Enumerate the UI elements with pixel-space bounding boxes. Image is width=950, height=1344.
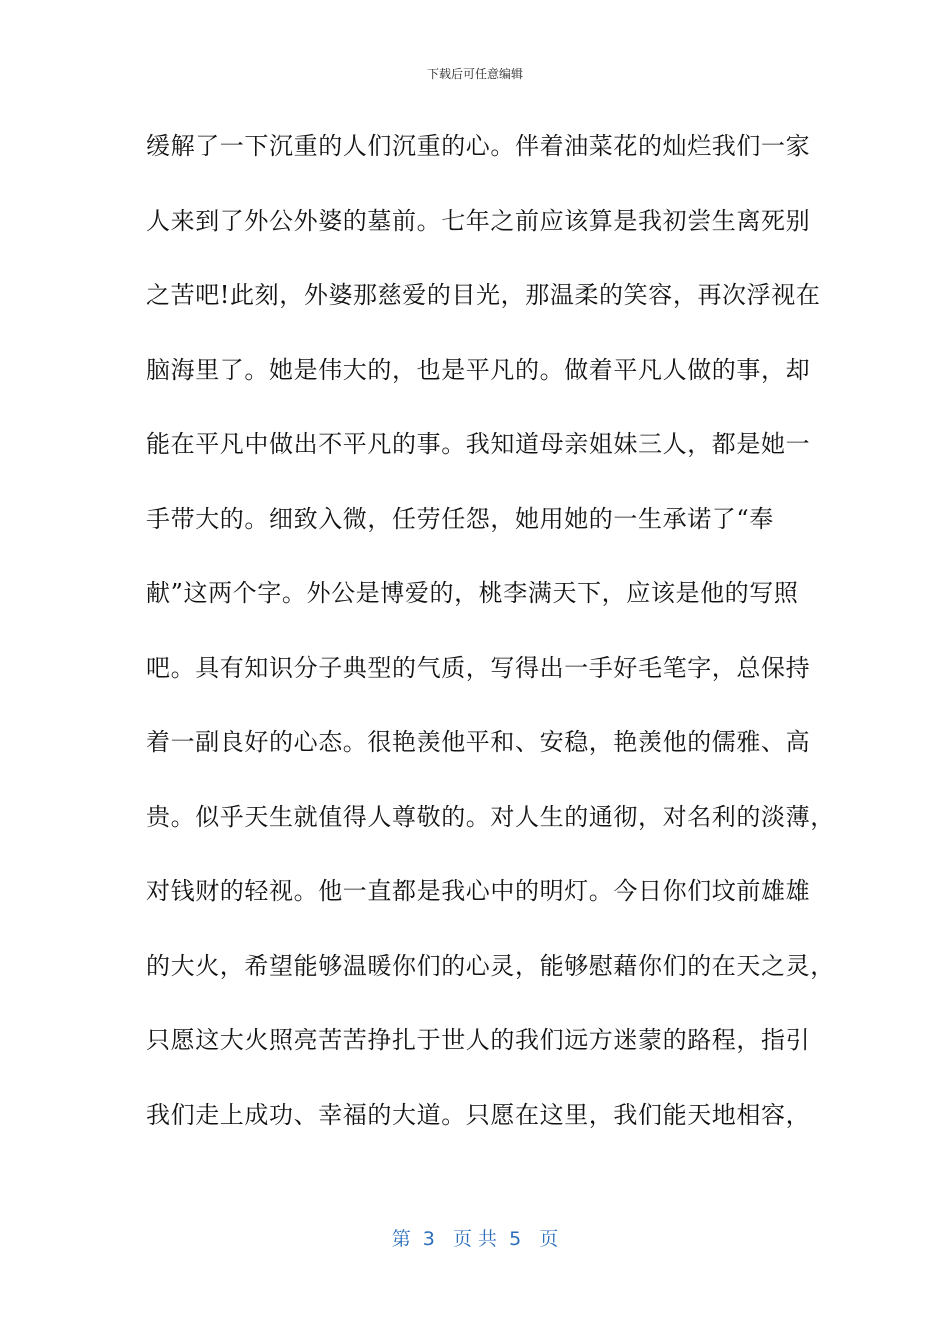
body-line: 缓解了一下沉重的人们沉重的心。伴着油菜花的灿烂我们一家: [146, 132, 811, 160]
body-line: 献”这两个字。外公是博爱的，桃李满天下，应该是他的写照: [146, 579, 799, 607]
body-line: 只愿这大火照亮苦苦挣扎于世人的我们远方迷蒙的路程，指引: [146, 1026, 811, 1054]
body-line: 手带大的。细致入微，任劳任怨，她用她的一生承诺了“奉: [146, 504, 774, 533]
page-header: 下载后可任意编辑: [426, 67, 523, 81]
body-line: 能在平凡中做出不平凡的事。我知道母亲姐妹三人，都是她一: [146, 430, 811, 458]
body-line: 吧。具有知识分子典型的气质，写得出一手好毛笔字，总保持: [146, 653, 811, 682]
body-line: 之苦吧!此刻，外婆那慈爱的目光，那温柔的笑容，再次浮视在: [146, 281, 821, 309]
body-line: 人来到了外公外婆的墓前。七年之前应该算是我初尝生离死别: [146, 206, 811, 235]
page-number-footer: 第 3 页 共 5 页: [391, 1228, 559, 1250]
body-line: 的大火，希望能够温暖你们的心灵，能够慰藉你们的在天之灵，: [146, 951, 835, 980]
body-line: 贵。似乎天生就值得人尊敬的。对人生的通彻，对名利的淡薄，: [146, 802, 835, 831]
document-body: [146, 124, 835, 1167]
body-line: 我们走上成功、幸福的大道。只愿在这里，我们能天地相容，: [146, 1100, 811, 1129]
body-line: 对钱财的轻视。他一直都是我心中的明灯。今日你们坟前雄雄: [146, 877, 811, 905]
body-line: 着一副良好的心态。很艳羡他平和、安稳，艳羡他的儒雅、高: [146, 728, 811, 756]
body-line: 脑海里了。她是伟大的，也是平凡的。做着平凡人做的事，却: [146, 355, 811, 384]
